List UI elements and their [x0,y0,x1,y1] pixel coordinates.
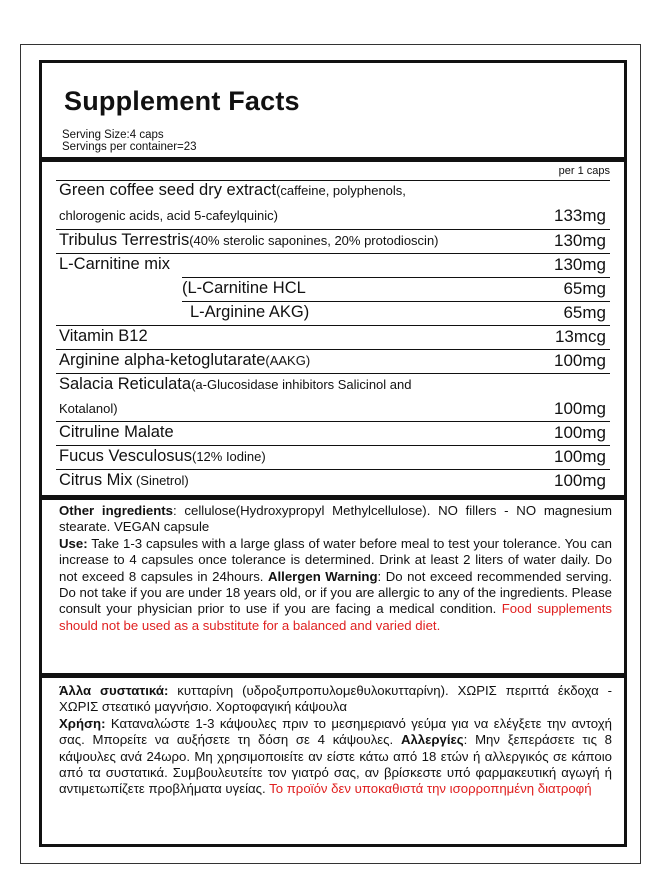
divider [182,277,610,278]
ingredient-name: L-Carnitine mix [59,255,170,273]
ingredient-amount: 100mg [554,471,606,490]
ingredient-name: Salacia Reticulata [59,375,192,393]
ingredient-row [59,423,610,442]
ingredient-note: (12% Iodine) [191,449,266,464]
warning-text: Food supplements should not be used as a substitute for a balanced and varied diet. [59,601,612,633]
divider [56,445,610,446]
greek-other-label: Άλλα συστατικά: [59,683,169,698]
divider [56,373,610,374]
ingredient-name: Fucus Vesculosus [59,447,192,465]
ingredient-amount: 133mg [554,206,606,225]
ingredient-amount: 65mg [563,303,606,322]
section-divider [42,495,624,500]
ingredient-row [59,231,610,250]
allergen-text: : Do not exceed recommended serving. Do not take if you are under 18 years old, or if you are allergic to any of the ingredients. Please consult your physician prior to use if you are facing a medical condition. [59,568,613,617]
greek-allergen-label: Αλλεργίες [400,732,464,748]
english-info [59,503,612,634]
ingredient-name: Green coffee seed dry extract [59,181,277,199]
ingredient-name: Citruline Malate [59,423,174,441]
ingredient-amount: 100mg [554,423,606,442]
greek-other-text: κυτταρίνη (υδροξυπροπυλομεθυλοκυτταρίνη). ΧΩΡΙΣ περιττά έκδοχα - ΧΩΡΙΣ στεατικό μαγνήσιο. Χορτοφαγική κάψουλα [59,683,612,715]
ingredient-amount: 100mg [554,351,606,370]
ingredient-row [59,471,610,490]
panel-title: Supplement Facts [64,86,300,116]
ingredient-note: chlorogenic acids, acid 5-cafeylquinic) [59,208,278,223]
ingredient-row [182,279,610,298]
ingredient-amount: 100mg [554,399,606,418]
ingredient-row [190,303,610,322]
ingredient-row [59,181,610,200]
ingredient-note: Kotalanol) [59,401,118,416]
ingredient-row [59,327,610,346]
ingredient-note: (AAKG) [265,353,311,368]
use-label: Use: [59,535,88,551]
ingredient-row [59,206,610,225]
other-ingredients-text: : cellulose(Hydroxypropyl Methylcellulose). NO fillers - NO magnesium stearate. VEGAN capsule [59,503,612,535]
serving-size: Serving Size:4 caps [62,129,164,141]
divider [56,349,610,350]
divider [56,325,610,326]
ingredient-name: Citrus Mix [59,471,133,489]
ingredient-name: (L-Carnitine HCL [182,279,306,297]
greek-use-label: Χρήση: [59,715,106,731]
greek-warning-text: Το προϊόν δεν υποκαθιστά την ισορροπημένη διατροφή [269,781,592,797]
ingredient-note: (40% sterolic saponines, 20% protodioscin) [189,233,439,248]
header-divider [42,157,624,162]
greek-info [59,683,612,798]
ingredient-amount: 13mcg [554,327,606,346]
ingredient-row [59,255,610,274]
greek-allergen-text: : Μην ξεπεράσετε τις 8 κάψουλες ανά 24ωρο. Μη χρησιμοποιείτε αν είστε κάτω από 18 ετών ή αλλεργικός σε κάποιο από τα συστατικά. Συμβουλευτείτε τον γιατρό σας, αν βρίσκεστε υπό φαρμακευτική αγωγή ή αντιμετωπίζετε προβλήματα υγείας. [59,732,612,797]
divider [56,229,610,230]
ingredient-note: (Sinetrol) [132,473,189,488]
ingredient-note: (caffeine, polyphenols, [276,183,406,198]
ingredient-note: (a-Glucosidase inhibitors Salicinol and [191,377,412,392]
use-text: Take 1-3 capsules with a large glass of water before meal to test your tolerance. You can increase to 4 capsules once tolerance is determined. Drink at least 2 liters of water daily. Do not exceed 8 capsules in 24hours. [59,535,612,584]
ingredient-row [59,447,610,466]
divider [56,469,610,470]
section-divider [42,673,624,678]
supplement-facts-panel [39,60,627,847]
servings-per-container: Servings per container=23 [62,141,197,153]
ingredient-name: Vitamin B12 [59,327,148,345]
ingredient-name: Arginine alpha-ketoglutarate [59,351,266,369]
divider [56,421,610,422]
divider [56,253,610,254]
ingredient-row [59,375,610,394]
ingredient-amount: 130mg [554,255,606,274]
ingredient-amount: 65mg [563,279,606,298]
ingredient-name: L-Arginine AKG) [190,303,310,321]
other-ingredients-label: Other ingredients [59,503,173,518]
ingredient-name: Tribulus Terrestris [59,231,190,249]
per-caps-label: per 1 caps [558,165,610,177]
ingredient-amount: 100mg [554,447,606,466]
allergen-label: Allergen Warning [267,568,378,584]
ingredient-row [59,399,610,418]
divider [182,301,610,302]
ingredient-row [59,351,610,370]
ingredient-amount: 130mg [554,231,606,250]
greek-use-text: Καταναλώστε 1-3 κάψουλες πριν το μεσημεριανό γεύμα για να ελέγξετε την αντοχή σας. Μπορείτε να αυξήσετε τη δόση σε 4 κάψουλες. [59,715,612,748]
